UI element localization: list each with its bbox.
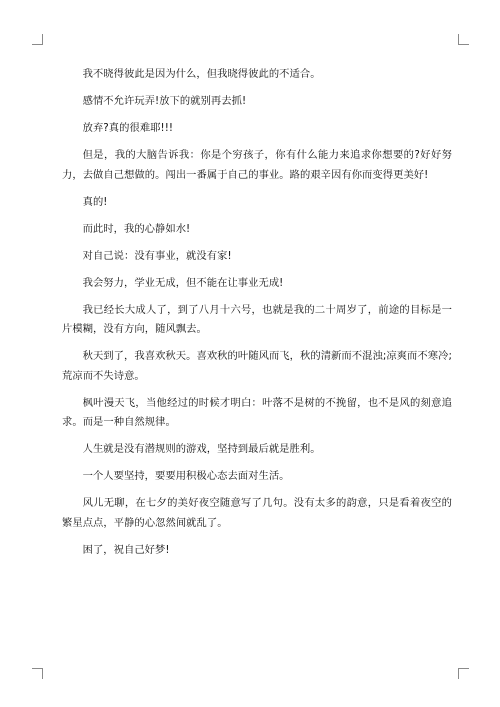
paragraph: 我已经长大成人了，到了八月十六号，也就是我的二十周岁了，前途的目标是一片模糊，没有方向，随风飘去。 <box>62 303 452 335</box>
paragraph: 困了，祝自己好梦! <box>82 543 170 556</box>
paragraph: 枫叶漫天飞，当他经过的时候才明白：叶落不是树的不挽留，也不是风的刻意追求。而是一种自然规律。 <box>62 396 452 428</box>
paragraph: 风儿无聊，在七夕的美好夜空随意写了几句。没有太多的韵意，只是看着夜空的繁星点点，平静的心忽然间就乱了。 <box>62 497 452 529</box>
paragraph: 人生就是没有潜规则的游戏，坚持到最后就是胜利。 <box>82 443 321 455</box>
document-body <box>62 65 452 568</box>
paragraph: 对自己说：没有事业，就没有家! <box>82 249 232 262</box>
paragraph: 放弃?真的很难耶!!! <box>82 122 174 134</box>
crop-mark-top-right <box>458 34 469 45</box>
paragraph: 真的! <box>82 195 108 208</box>
paragraph: 但是，我的大脑告诉我：你是个穷孩子，你有什么能力来追求你想要的?好好努力，去做自己想做的。闯出一番属于自己的事业。路的艰辛因有你而变得更美好! <box>62 149 452 181</box>
crop-mark-bottom-left <box>32 668 43 679</box>
paragraph: 我会努力，学业无成，但不能在让事业无成! <box>82 276 284 289</box>
paragraph: 感情不允许玩弄!放下的就别再去抓! <box>82 95 247 107</box>
paragraph: 一个人要坚持，要要用积极心态去面对生活。 <box>82 470 290 482</box>
paragraph: 我不晓得彼此是因为什么，但我晓得彼此的不适合。 <box>82 68 321 80</box>
crop-mark-top-left <box>32 34 43 45</box>
paragraph: 而此时，我的心静如水! <box>82 222 191 235</box>
crop-mark-bottom-right <box>458 668 469 679</box>
paragraph: 秋天到了，我喜欢秋天。喜欢秋的叶随风而飞，秋的清新而不混浊;凉爽而不寒冷;荒凉而不失诗意。 <box>62 350 452 382</box>
